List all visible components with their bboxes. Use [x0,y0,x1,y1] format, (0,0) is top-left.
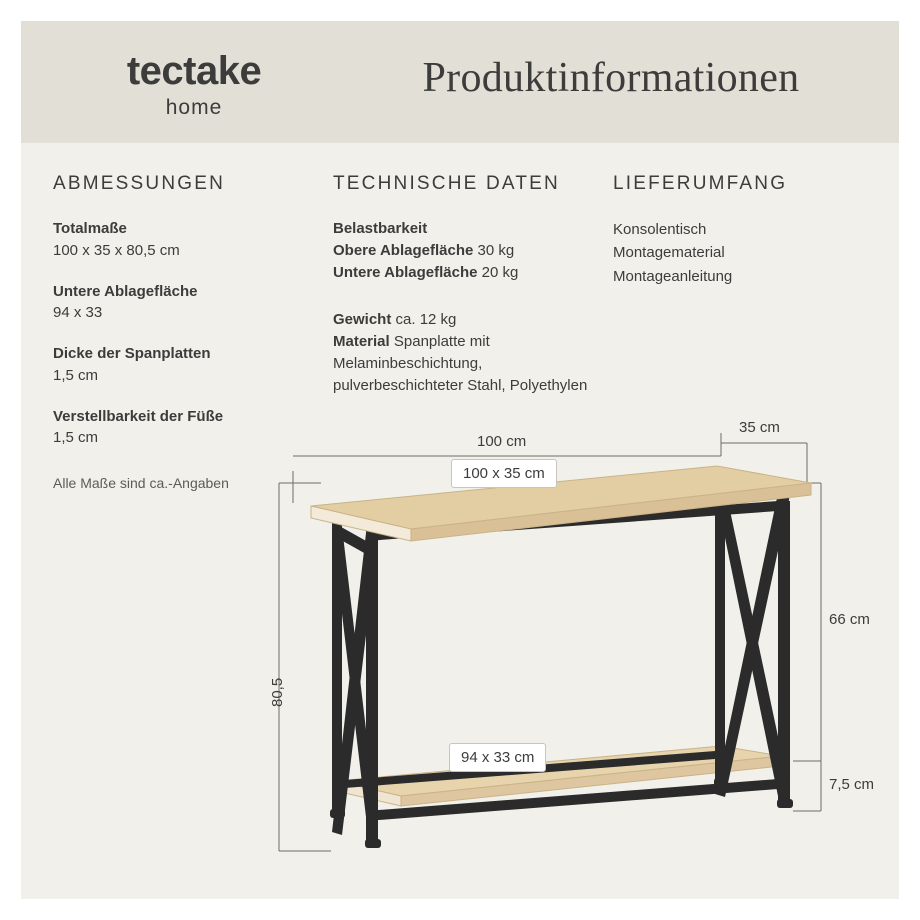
weight-label: Gewicht [333,311,392,329]
dimension-value: 1,5 cm [53,366,99,384]
badge-top-surface: 100 x 35 cm [451,459,557,488]
page-title: Produktinformationen [422,55,800,101]
load-row-label: Untere Ablagefläche [333,263,478,281]
load-capacity-group [333,218,603,283]
column-technical [333,173,603,415]
dimension-label: Untere Ablagefläche [53,282,198,300]
load-row-label: Obere Ablagefläche [333,241,474,259]
dimension-item [53,218,323,262]
sheet-background [21,21,899,899]
scope-list-item: Montageanleitung [613,267,733,285]
dimension-value: 100 x 35 x 80,5 cm [53,241,180,259]
material-row [333,331,603,396]
dimension-top-depth: 35 cm [739,419,780,436]
dimension-top-width: 100 cm [477,433,527,450]
scope-list-item: Montagematerial [613,244,725,262]
column-scope-of-delivery [613,173,863,288]
weight-value: ca. 12 kg [395,311,457,329]
brand-subtitle: home [165,96,223,119]
dimension-value: 1,5 cm [53,429,99,447]
load-row-value: 30 kg [477,241,515,259]
header-bar [21,21,899,143]
dimension-right-height: 66 cm [829,611,870,628]
table-top [311,466,811,541]
column-title-technical: TECHNISCHE DATEN [333,173,560,194]
badge-lower-shelf: 94 x 33 cm [449,743,546,772]
dimension-item [53,343,323,387]
material-value: Spanplatte mit Melaminbeschichtung, pulverbeschichteter Stahl, Polyethylen [333,333,588,394]
column-title-dimensions: ABMESSUNGEN [53,173,226,194]
brand-name: tectake [126,49,262,93]
load-capacity-label: Belastbarkeit [333,220,428,237]
weight-material-group [333,309,603,396]
dimension-label: Dicke der Spanplatten [53,345,211,362]
scope-list-item: Konsolentisch [613,221,707,238]
load-row [333,240,603,262]
dimensions-note: Alle Maße sind ca.-Angaben [53,475,229,491]
scope-list [613,218,863,288]
product-technical-drawing [21,411,899,899]
column-title-scope: LIEFERUMFANG [613,173,788,194]
material-label: Material [333,333,390,350]
dimension-bottom-height: 7,5 cm [829,776,875,793]
load-row-value: 20 kg [481,263,519,281]
dimension-value: 94 x 33 [53,304,103,322]
dimension-label: Totalmaße [53,220,127,237]
dimension-label: Verstellbarkeit der Füße [53,407,224,425]
dimension-total-height: 80,5 [269,677,286,707]
load-row [333,262,603,284]
dimension-item [53,281,323,325]
brand-logo [69,51,319,122]
weight-row [333,309,603,331]
